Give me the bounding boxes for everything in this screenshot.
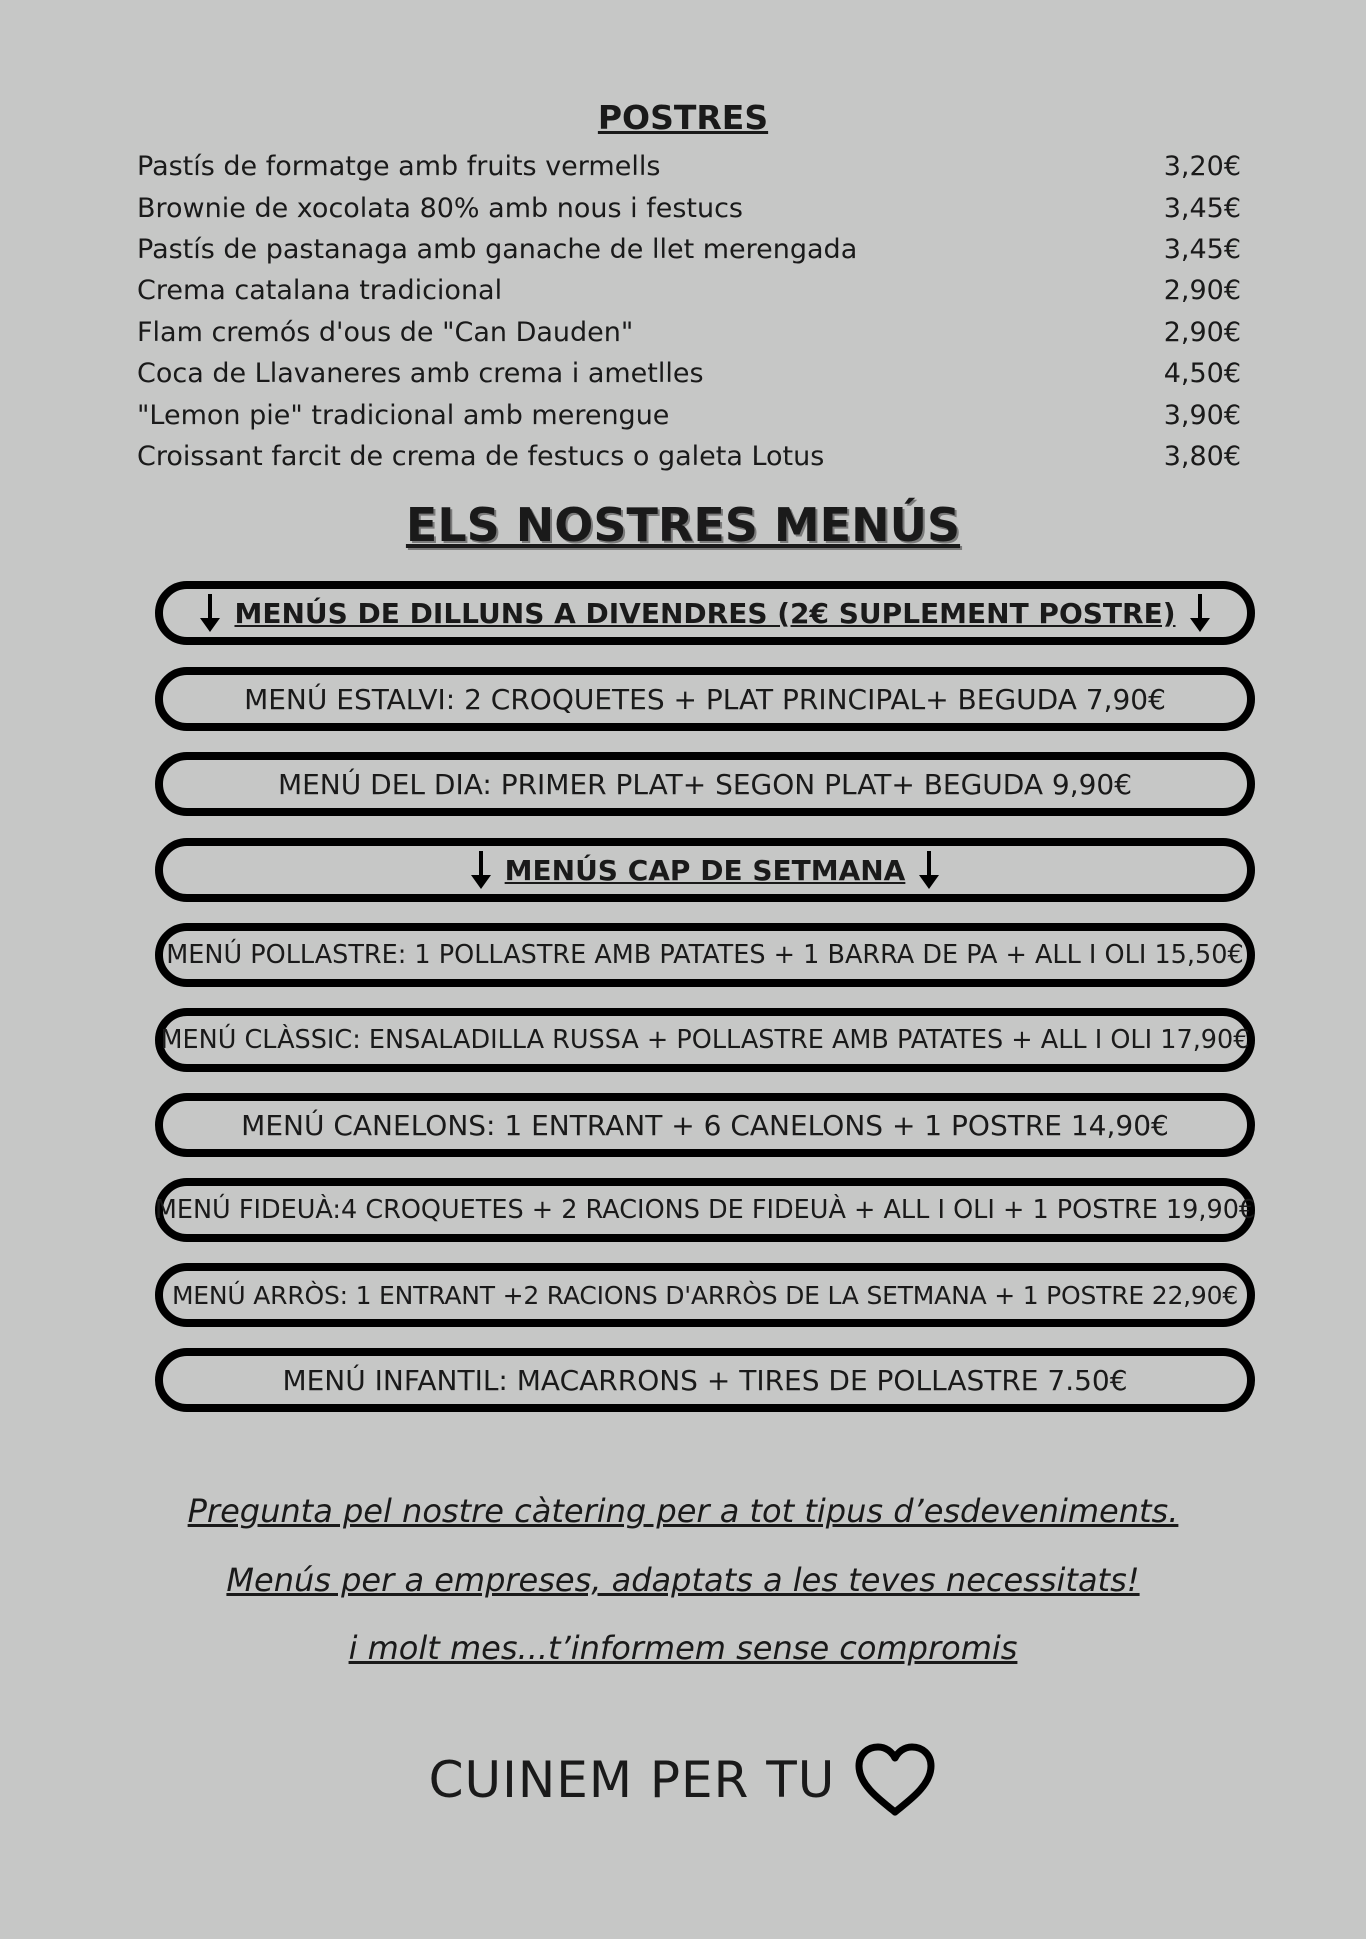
desserts-title: POSTRES <box>597 98 769 137</box>
dessert-name: Brownie de xocolata 80% amb nous i festucs <box>137 192 743 224</box>
dessert-price: 2,90€ <box>1163 316 1241 348</box>
menu-infantil: MENÚ INFANTIL: MACARRONS + TIRES DE POLLASTRE 7.50€ <box>155 1348 1255 1412</box>
heart-icon <box>853 1742 937 1818</box>
signoff-text: CUINEM PER TU <box>428 1751 836 1809</box>
dessert-name: Crema catalana tradicional <box>137 275 503 307</box>
dessert-name: Flam cremós d'ous de "Can Dauden" <box>137 316 634 348</box>
menu-estalvi: MENÚ ESTALVI: 2 CROQUETES + PLAT PRINCIPAL+ BEGUDA 7,90€ <box>155 667 1255 731</box>
menu-fideua: MENÚ FIDEUÀ:4 CROQUETES + 2 RACIONS DE FIDEUÀ + ALL I OLI + 1 POSTRE 19,90€ <box>155 1178 1255 1242</box>
dessert-price: 3,20€ <box>1163 151 1241 183</box>
promo-more: i molt mes...t’informem sense compromis <box>348 1629 1018 1667</box>
dessert-name: Coca de Llavaneres amb crema i ametlles <box>137 358 704 390</box>
promo-catering: Pregunta pel nostre càtering per a tot tipus d’esdeveniments. <box>187 1492 1179 1530</box>
dessert-name: Pastís de formatge amb fruits vermells <box>137 151 661 183</box>
menu-del-dia: MENÚ DEL DIA: PRIMER PLAT+ SEGON PLAT+ BEGUDA 9,90€ <box>155 752 1255 816</box>
menu-canelons: MENÚ CANELONS: 1 ENTRANT + 6 CANELONS + 1 POSTRE 14,90€ <box>155 1093 1255 1157</box>
dessert-item <box>137 353 1241 394</box>
arrow-down-icon <box>196 592 224 634</box>
dessert-price: 3,45€ <box>1163 192 1241 224</box>
dessert-item <box>137 187 1241 228</box>
dessert-price: 3,90€ <box>1163 399 1241 431</box>
weekend-menus-header-label: MENÚS CAP DE SETMANA <box>504 853 906 887</box>
menu-classic: MENÚ CLÀSSIC: ENSALADILLA RUSSA + POLLASTRE AMB PATATES + ALL I OLI 17,90€ <box>155 1008 1255 1072</box>
menu-arros: MENÚ ARRÒS: 1 ENTRANT +2 RACIONS D'ARRÒS DE LA SETMANA + 1 POSTRE 22,90€ <box>155 1263 1255 1327</box>
dessert-price: 2,90€ <box>1163 275 1241 307</box>
arrow-down-icon <box>915 849 943 891</box>
dessert-list <box>137 146 1241 477</box>
dessert-item <box>137 394 1241 435</box>
dessert-item <box>137 229 1241 270</box>
menu-pollastre: MENÚ POLLASTRE: 1 POLLASTRE AMB PATATES + 1 BARRA DE PA + ALL I OLI 15,50€ <box>155 923 1255 987</box>
dessert-price: 4,50€ <box>1163 358 1241 390</box>
dessert-item <box>137 146 1241 187</box>
dessert-item <box>137 312 1241 353</box>
weekday-menus-header <box>155 581 1255 645</box>
dessert-item <box>137 270 1241 311</box>
arrow-down-icon <box>1186 592 1214 634</box>
dessert-name: "Lemon pie" tradicional amb merengue <box>137 399 670 431</box>
weekday-menus-header-label: MENÚS DE DILLUNS A DIVENDRES (2€ SUPLEMENT POSTRE) <box>234 596 1176 630</box>
weekend-menus-header <box>155 838 1255 902</box>
menus-title: ELS NOSTRES MENÚS <box>405 498 961 552</box>
dessert-name: Pastís de pastanaga amb ganache de llet merengada <box>137 233 858 265</box>
dessert-name: Croissant farcit de crema de festucs o galeta Lotus <box>137 440 825 472</box>
signoff <box>0 1742 1366 1818</box>
arrow-down-icon <box>467 849 495 891</box>
promo-companies: Menús per a empreses, adaptats a les teves necessitats! <box>226 1561 1140 1599</box>
dessert-price: 3,80€ <box>1163 440 1241 472</box>
dessert-item <box>137 436 1241 477</box>
dessert-price: 3,45€ <box>1163 233 1241 265</box>
